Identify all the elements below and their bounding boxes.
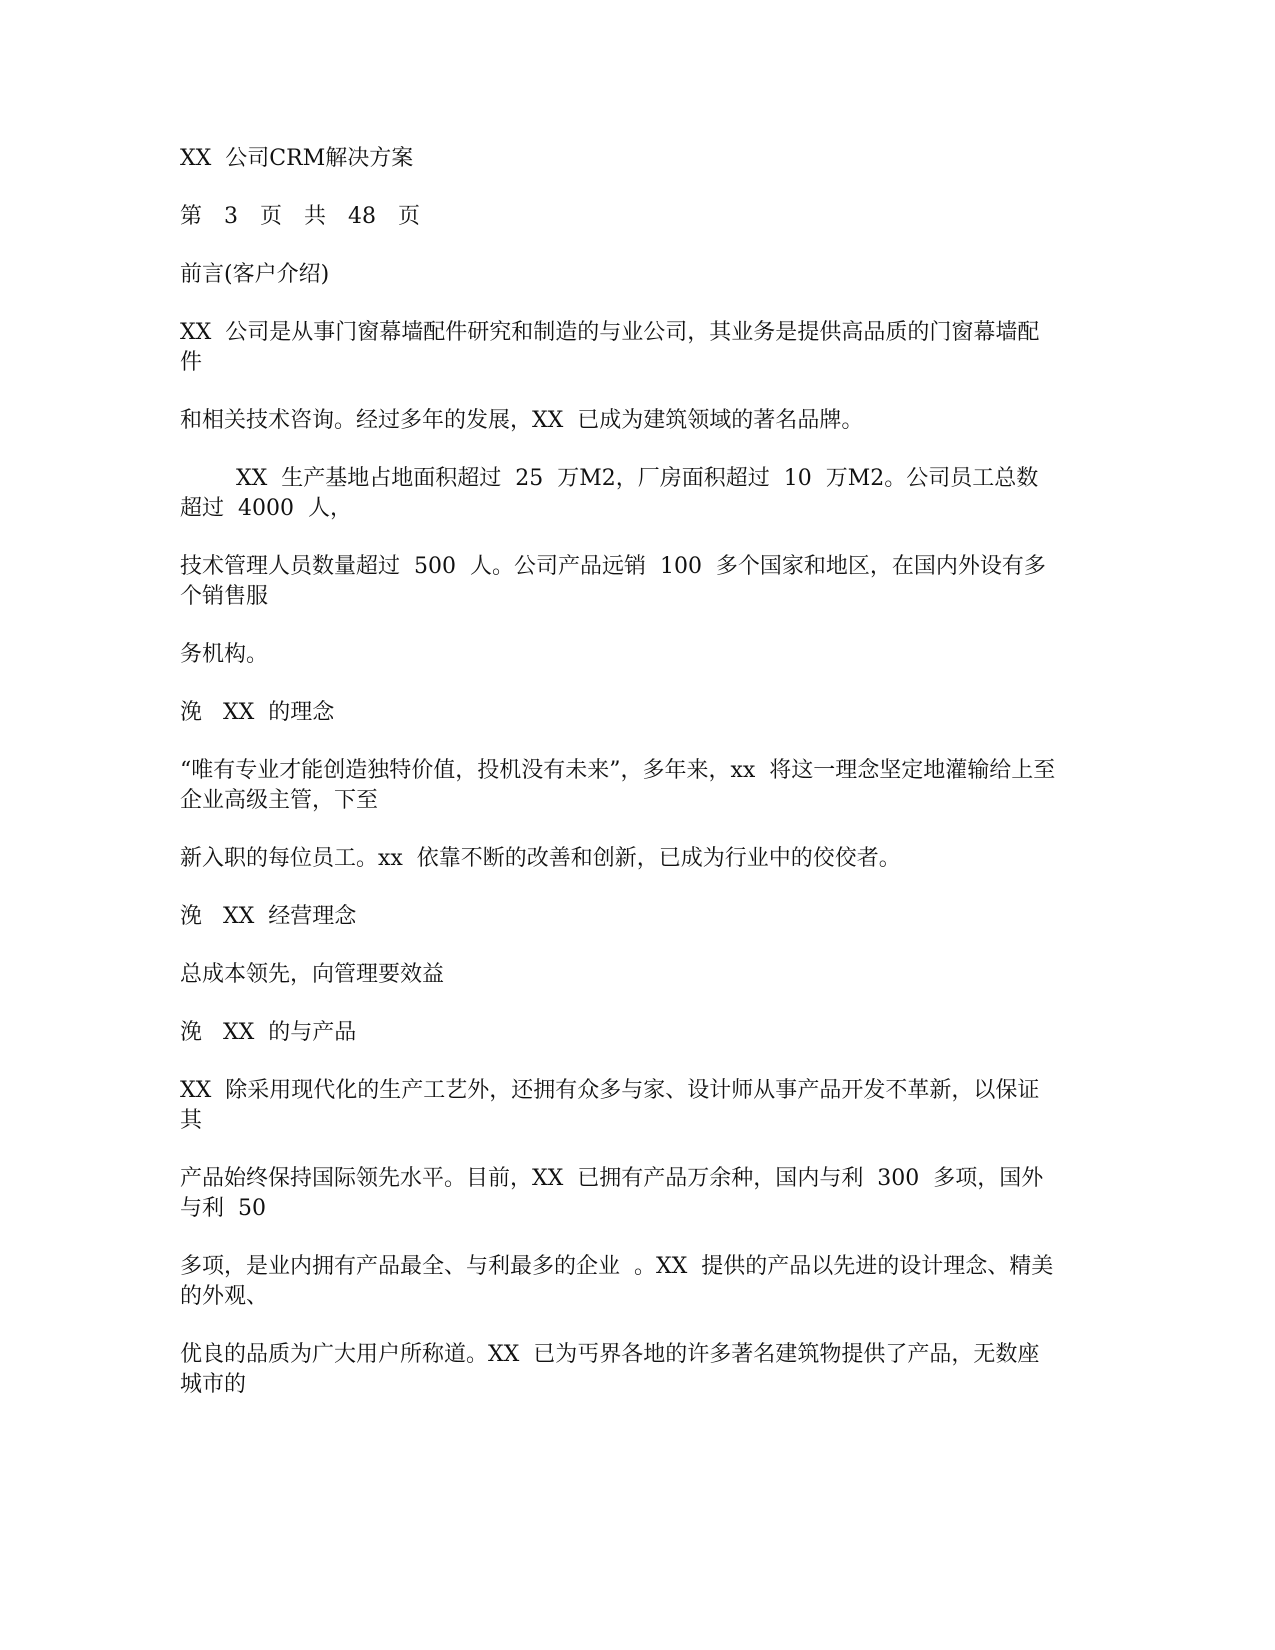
- body-paragraph: “唯有专业才能创造独特价值，投机没有未来”，多年来，xx 将这一理念坚定地灌输给上至企业高级主管，下至: [180, 758, 1056, 813]
- body-paragraph: 总成本领先，向管理要效益: [180, 962, 445, 987]
- body-paragraph: 新入职的每位员工。xx 依靠不断的改善和创新，已成为行业中的佼佼者。: [180, 846, 901, 871]
- body-paragraph: 技术管理人员数量超过 500 人。公司产品远销 100 多个国家和地区，在国内外设有多个销售服: [180, 554, 1046, 609]
- page-label-gong: 共: [304, 204, 327, 229]
- section-heading-philosophy: 浼 XX 的理念: [180, 700, 335, 725]
- page-label-ye: 页: [260, 204, 283, 229]
- document-header-title: XX 公司CRM解决方案: [180, 146, 414, 171]
- section-heading-products: 浼 XX 的与产品: [180, 1020, 357, 1045]
- body-paragraph: 优良的品质为广大用户所称道。XX 已为丐界各地的许多著名建筑物提供了产品，无数座城市的: [180, 1342, 1040, 1397]
- document-body: [180, 144, 1060, 1428]
- body-paragraph: 务机构。: [180, 642, 269, 667]
- page-number: 3: [224, 204, 239, 229]
- section-heading-business-philosophy: 浼 XX 经营理念: [180, 904, 357, 929]
- body-paragraph: XX 公司是从事门窗幕墙配件研究和制造的与业公司，其业务是提供高品质的门窗幕墙配件: [180, 320, 1040, 375]
- body-paragraph: 和相关技术咨询。经过多年的发展，XX 已成为建筑领域的著名品牌。: [180, 408, 864, 433]
- body-paragraph: XX 生产基地占地面积超过 25 万M2，厂房面积超过 10 万M2。公司员工总数超过 4000 人，: [180, 466, 1039, 521]
- total-pages: 48: [348, 204, 377, 229]
- page-label-di: 第: [180, 204, 203, 229]
- section-heading-preface: 前言(客户介绍): [180, 262, 330, 287]
- page-indicator: [180, 202, 1060, 232]
- body-paragraph: 多项，是业内拥有产品最全、与利最多的企业 。XX 提供的产品以先进的设计理念、精美的外观、: [180, 1254, 1054, 1309]
- body-paragraph: XX 除采用现代化的生产工艺外，还拥有众多与家、设计师从事产品开发不革新，以保证其: [180, 1078, 1040, 1133]
- page-label-ye-total: 页: [398, 204, 421, 229]
- body-paragraph: 产品始终保持国际领先水平。目前，XX 已拥有产品万余种，国内与利 300 多项，国外与利 50: [180, 1166, 1044, 1221]
